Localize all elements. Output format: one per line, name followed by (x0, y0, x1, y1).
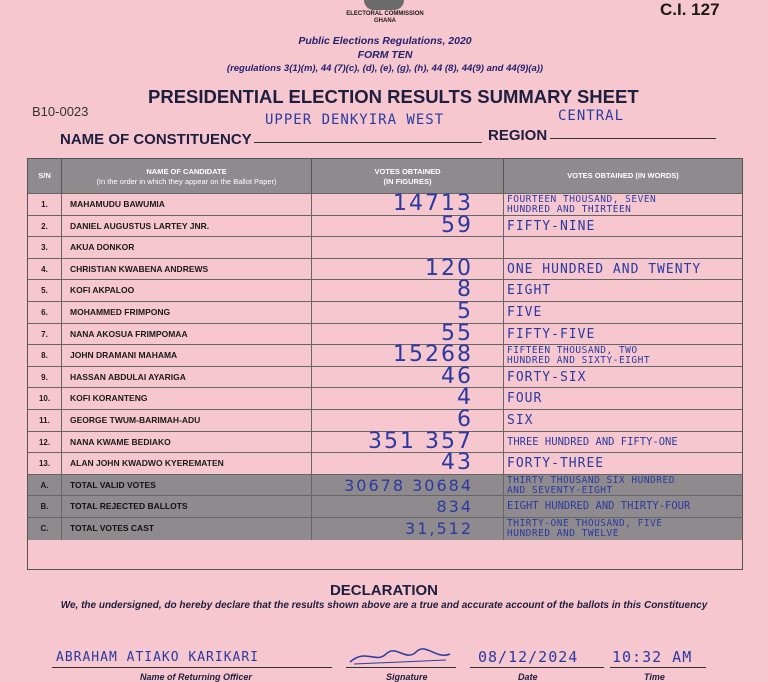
row-candidate: MOHAMMED FRIMPONG (62, 302, 312, 324)
row-words: FIFTY-NINE (507, 218, 596, 234)
row-sn: 7. (28, 324, 62, 346)
constituency-line (254, 142, 482, 143)
row-figures-cell (312, 342, 504, 368)
row-words-cell (504, 388, 742, 410)
signature-mark (346, 644, 456, 668)
regulations-block (230, 34, 540, 62)
row-candidate: ALAN JOHN KWADWO KYEREMATEN (62, 453, 312, 475)
row-figures: 43 (441, 450, 473, 476)
row-words: FORTY-THREE (507, 456, 605, 472)
header-candidate (62, 159, 312, 193)
header-figures (312, 159, 504, 193)
header-figures-title: VOTES OBTAINED (374, 167, 441, 176)
row-figures-cell (312, 450, 504, 476)
time-label: Time (644, 672, 665, 682)
header-figures-sub: (IN FIGURES) (383, 177, 432, 186)
row-sn: 8. (28, 345, 62, 367)
candidate-row (28, 193, 742, 216)
form-number: FORM TEN (357, 49, 413, 61)
candidate-row (28, 301, 742, 324)
row-words-line1: THIRTY-ONE THOUSAND, FIVE (507, 518, 663, 529)
row-words-cell (504, 194, 742, 216)
constituency-value: UPPER DENKYIRA WEST (265, 112, 445, 128)
row-words-line2: HUNDRED AND SIXTY-EIGHT (507, 355, 651, 367)
header-candidate-title: NAME OF CANDIDATE (146, 167, 227, 176)
row-words-line2: HUNDRED AND THIRTEEN (507, 204, 632, 215)
regulations-title: Public Elections Regulations, 2020 (298, 35, 472, 47)
row-sn: 2. (28, 216, 62, 238)
signature-label: Signature (386, 672, 428, 682)
row-figures-cell (312, 255, 504, 281)
row-figures: 30678 30684 (344, 475, 473, 495)
row-words: ONE HUNDRED AND TWENTY (507, 261, 702, 277)
results-table (27, 158, 743, 570)
row-candidate: DANIEL AUGUSTUS LARTEY JNR. (62, 216, 312, 238)
candidate-row (28, 387, 742, 410)
commission-emblem (364, 0, 404, 10)
row-words-line1: FOURTEEN THOUSAND, SEVEN (507, 194, 657, 205)
row-words-line1: FIFTEEN THOUSAND, TWO (507, 345, 638, 357)
row-figures: 8 (457, 277, 473, 303)
date-line (470, 667, 604, 668)
row-words: FIVE (507, 305, 543, 320)
candidate-row (28, 279, 742, 302)
row-candidate: KOFI KORANTENG (62, 388, 312, 410)
date-label: Date (518, 672, 538, 682)
row-sn: 11. (28, 410, 62, 432)
row-candidate: KOFI AKPALOO (62, 280, 312, 302)
candidate-row (28, 363, 742, 389)
row-words-cell (504, 496, 742, 518)
row-words-line2: HUNDRED AND TWELVE (507, 528, 619, 539)
header-sn: S/N (28, 159, 62, 193)
commission-country: GHANA (374, 18, 396, 24)
regulations-reference: (regulations 3(1)(m), 44 (7)(c), (d), (e), (g), (h), 44 (8), 44(9) and 44(9)(a)) (226, 63, 544, 74)
row-figures-cell (312, 237, 504, 259)
row-candidate: MAHAMUDU BAWUMIA (62, 194, 312, 216)
row-figures-cell (312, 299, 504, 324)
row-words: FIFTY-FIVE (507, 326, 596, 342)
row-candidate: CHRISTIAN KWABENA ANDREWS (62, 259, 312, 281)
region-label: REGION (488, 127, 548, 144)
row-words-cell (504, 432, 742, 454)
row-figures: 5 (457, 299, 473, 324)
total-row (28, 495, 742, 518)
row-words-cell (504, 410, 742, 432)
row-figures: 15268 (393, 342, 473, 368)
commission-name (290, 11, 480, 25)
header-candidate-sub: (In the order in which they appear on the Ballot Paper) (96, 177, 277, 186)
candidate-row (28, 428, 742, 454)
region-line (550, 138, 716, 139)
row-figures: 31,512 (405, 519, 473, 538)
row-candidate: HASSAN ABDULAI AYARIGA (62, 367, 312, 389)
row-figures-cell (312, 496, 504, 518)
row-sn: 4. (28, 259, 62, 281)
row-words-cell (504, 216, 742, 238)
row-words-cell (504, 453, 742, 475)
row-sn: 10. (28, 388, 62, 410)
row-figures-cell (312, 212, 504, 238)
row-candidate: TOTAL REJECTED BALLOTS (62, 496, 312, 518)
row-candidate: NANA AKOSUA FRIMPOMAA (62, 324, 312, 346)
row-figures-cell (312, 518, 504, 540)
row-figures-cell (312, 277, 504, 303)
row-words-cell (504, 324, 742, 346)
row-figures: 120 (425, 255, 473, 281)
row-figures: 834 (436, 497, 473, 517)
officer-line (52, 667, 332, 668)
row-sn: A. (28, 475, 62, 497)
row-words: EIGHT HUNDRED AND THIRTY-FOUR (507, 500, 691, 513)
declaration-text: We, the undersigned, do hereby declare that the results shown above are a true and accurate account of the ballots in this Constituency (60, 600, 708, 611)
total-row (28, 517, 742, 540)
row-sn: C. (28, 518, 62, 540)
header-words: VOTES OBTAINED (IN WORDS) (504, 159, 742, 193)
row-figures: 351 357 (368, 428, 473, 454)
row-words-cell (504, 367, 742, 389)
row-figures: 6 (457, 407, 473, 432)
row-figures-cell (312, 475, 504, 497)
row-sn: 3. (28, 237, 62, 259)
row-sn: 6. (28, 302, 62, 324)
row-words-cell (504, 302, 742, 324)
page-title: PRESIDENTIAL ELECTION RESULTS SUMMARY SHEET (148, 86, 639, 107)
officer-name: ABRAHAM ATIAKO KARIKARI (56, 650, 260, 665)
row-figures-cell (312, 191, 504, 216)
row-candidate: TOTAL VOTES CAST (62, 518, 312, 540)
row-candidate: GEORGE TWUM-BARIMAH-ADU (62, 410, 312, 432)
row-candidate: NANA KWAME BEDIAKO (62, 432, 312, 454)
row-words: THREE HUNDRED AND FIFTY-ONE (507, 435, 678, 448)
candidate-row (28, 320, 742, 346)
commission-title: ELECTORAL COMMISSION (346, 11, 424, 17)
row-words-cell (504, 475, 742, 497)
row-figures: 14713 (393, 191, 473, 216)
row-words-cell (504, 518, 742, 540)
row-sn: 5. (28, 280, 62, 302)
row-words-cell (504, 280, 742, 302)
row-sn: 12. (28, 432, 62, 454)
declaration-title: DECLARATION (329, 582, 439, 599)
time-line (610, 667, 706, 668)
row-words-cell (504, 259, 742, 281)
candidate-row (28, 212, 742, 238)
row-candidate: JOHN DRAMANI MAHAMA (62, 345, 312, 367)
row-words-cell (504, 237, 742, 259)
date-value: 08/12/2024 (478, 648, 579, 666)
row-figures: 55 (441, 320, 473, 346)
row-figures: 59 (441, 212, 473, 238)
row-words-line1: THIRTY THOUSAND SIX HUNDRED (507, 474, 675, 486)
row-words: FORTY-SIX (507, 369, 587, 385)
serial-number: B10-0023 (32, 104, 89, 119)
officer-label: Name of Returning Officer (140, 672, 252, 682)
row-sn: 9. (28, 367, 62, 389)
row-words: FOUR (507, 391, 543, 407)
row-candidate: AKUA DONKOR (62, 237, 312, 259)
row-sn: 13. (28, 453, 62, 475)
row-figures: 4 (457, 385, 473, 411)
row-sn: B. (28, 496, 62, 518)
row-figures-cell (312, 363, 504, 389)
constituency-label: NAME OF CONSTITUENCY (60, 131, 252, 148)
total-row (28, 474, 742, 497)
candidate-row (28, 452, 742, 475)
row-figures-cell (312, 428, 504, 454)
row-words: EIGHT (507, 283, 552, 299)
row-words: SIX (507, 413, 534, 428)
row-candidate: TOTAL VALID VOTES (62, 475, 312, 497)
candidate-row (28, 236, 742, 259)
form-code: C.I. 127 (660, 0, 720, 19)
candidate-row (28, 255, 742, 281)
row-figures-cell (312, 385, 504, 411)
region-value: CENTRAL (558, 108, 625, 124)
row-words-line2: AND SEVENTY-EIGHT (507, 484, 613, 496)
row-figures: 46 (441, 363, 473, 389)
time-value: 10:32 AM (612, 648, 693, 666)
candidate-row (28, 344, 742, 367)
row-words-cell (504, 345, 742, 367)
row-sn: 1. (28, 194, 62, 216)
